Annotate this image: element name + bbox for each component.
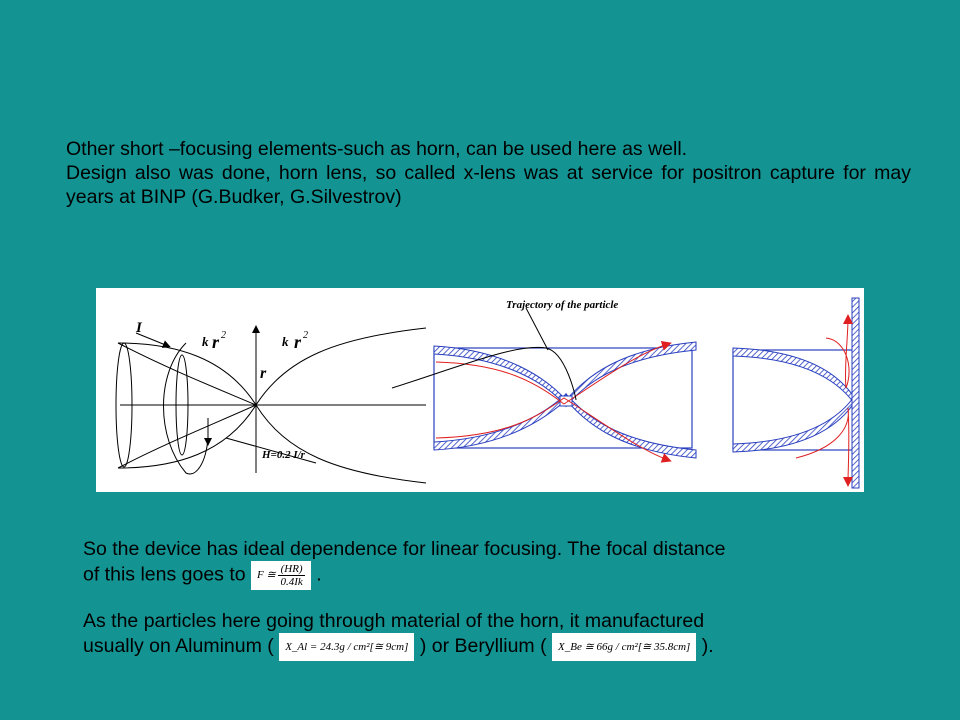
material-aluminum-text: usually on Aluminum ( <box>83 635 274 658</box>
material-paragraph <box>83 609 913 663</box>
single-horn-wall-lower <box>733 394 856 452</box>
focus-period: . <box>316 563 322 586</box>
label-exp-2: 2 <box>303 330 308 341</box>
horn-wall-ll <box>434 394 566 450</box>
label-field: H=0.2 I/r <box>262 449 305 461</box>
focal-formula <box>251 561 311 590</box>
aluminum-formula: X_Al = 24.3g / cm²[≅ 9cm] <box>279 633 414 661</box>
intro-line-2: Design also was done, horn lens, so called x-lens was at service for positron capture for may years at BINP (G.Budker, G.Silvestrov) <box>66 162 911 208</box>
trajectory-pointer <box>526 308 548 350</box>
focus-line-1: So the device has ideal dependence for linear focusing. The focal distance <box>83 538 726 560</box>
horn-wall-ul <box>434 346 566 406</box>
focal-fraction <box>278 563 304 588</box>
material-end-text: ). <box>701 635 714 658</box>
focal-numerator: (HR) <box>278 563 304 576</box>
current-loop <box>164 343 209 474</box>
horn-lens-figure <box>96 288 864 492</box>
label-r2-2: r <box>294 332 302 352</box>
label-r: r <box>260 365 267 382</box>
horn-wall-ur <box>566 342 696 406</box>
single-horn <box>733 298 859 488</box>
horn-neck <box>560 396 572 406</box>
focus-line-2-text: of this lens goes to <box>83 563 246 586</box>
label-r2-1: r <box>212 332 220 352</box>
focal-formula-lhs: F ≅ <box>257 569 276 582</box>
beryllium-formula: X_Be ≅ 66g / cm²[≅ 35.8cm] <box>552 633 696 661</box>
single-trajectory-lower <box>796 408 849 483</box>
material-line-1: As the particles here going through material of the horn, it manufactured <box>83 610 705 632</box>
focus-paragraph <box>83 537 883 591</box>
label-k-1: k <box>202 334 209 349</box>
label-current: I <box>136 320 142 336</box>
material-beryllium-text: ) or Beryllium ( <box>419 635 547 658</box>
material-line-2 <box>83 633 913 663</box>
focal-denominator: 0.4Ik <box>280 576 303 588</box>
label-trajectory: Trajectory of the particle <box>506 299 619 311</box>
horn-diagram <box>96 288 864 492</box>
intro-paragraph <box>66 137 911 209</box>
label-k-2: k <box>282 334 289 349</box>
end-plate <box>852 298 859 488</box>
single-horn-frame <box>733 350 853 450</box>
single-horn-wall-upper <box>733 348 856 406</box>
intro-line-1: Other short –focusing elements-such as horn, can be used here as well. <box>66 138 688 160</box>
label-exp-1: 2 <box>221 330 226 341</box>
double-horn <box>392 308 696 460</box>
focus-line-2 <box>83 561 883 591</box>
